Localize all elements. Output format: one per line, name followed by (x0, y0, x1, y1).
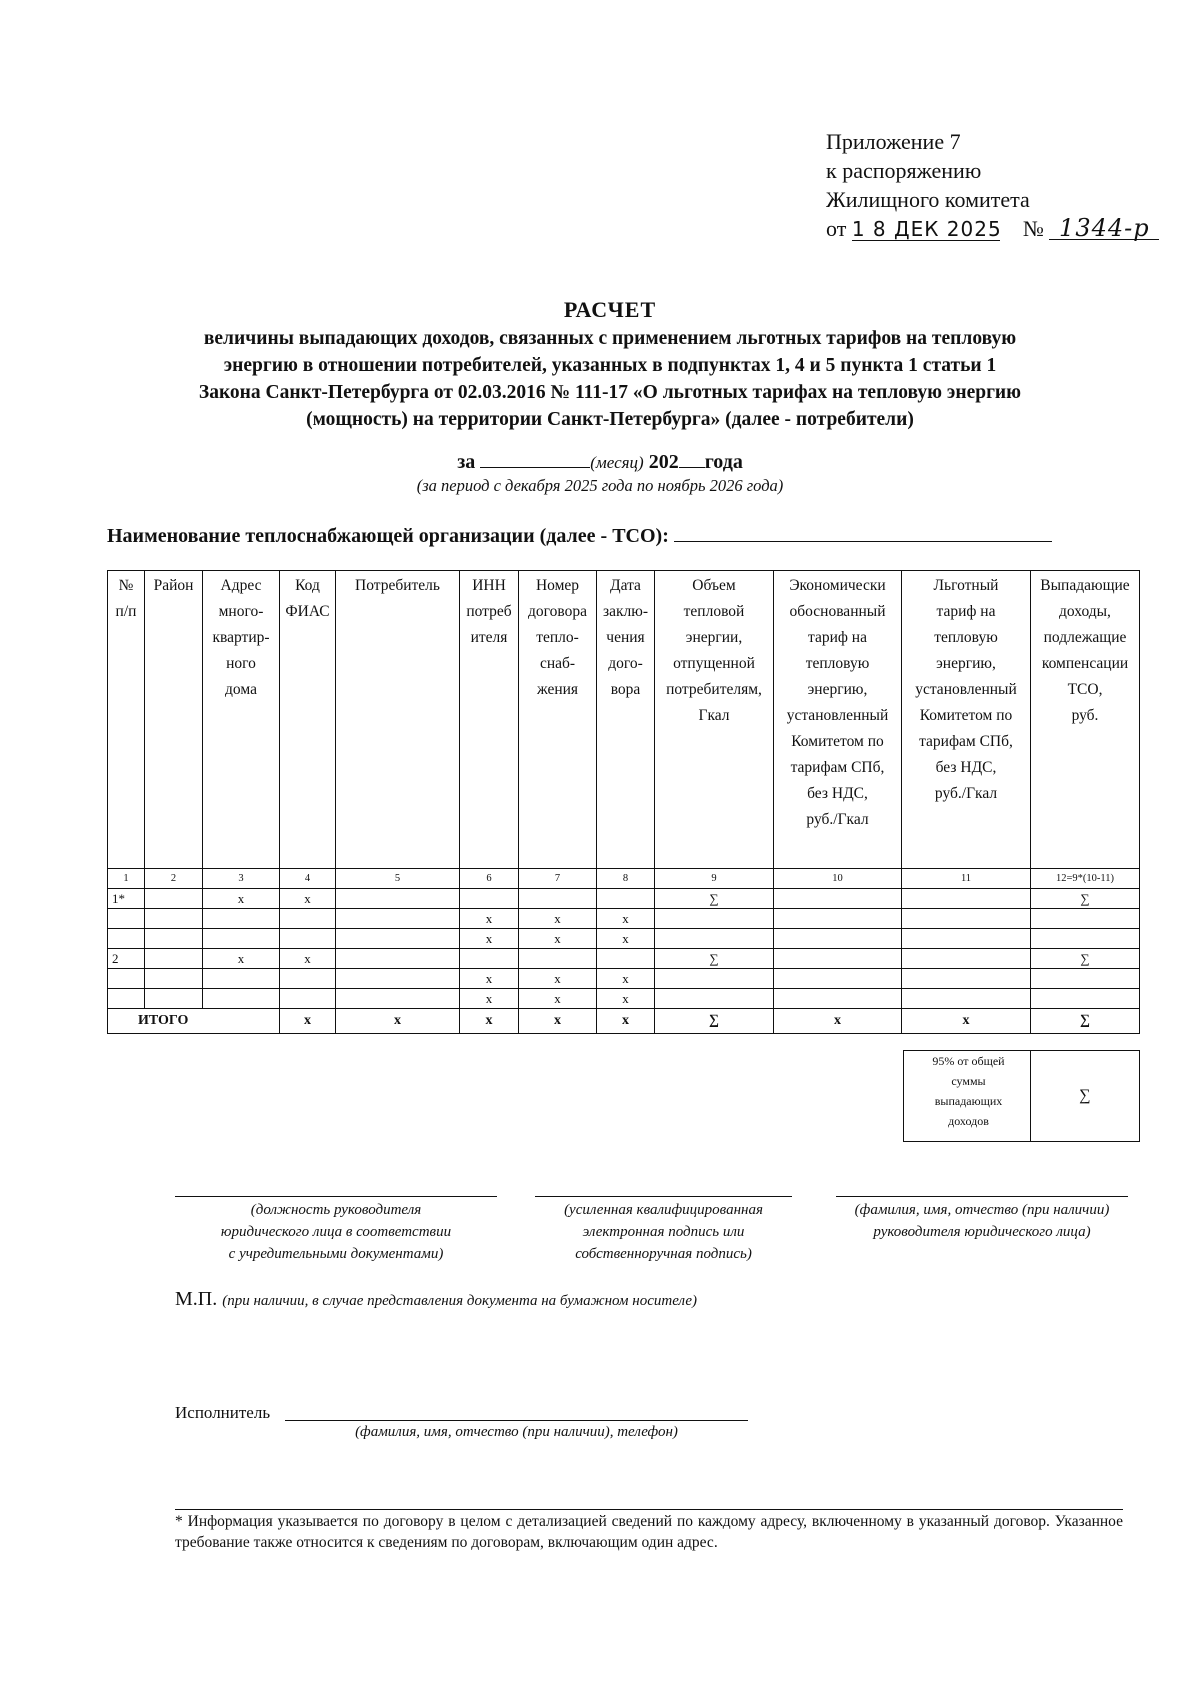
table-cell (280, 989, 336, 1009)
executor-caption: (фамилия, имя, отчество (при наличии), телефон) (355, 1424, 678, 1440)
appendix-date-line (826, 214, 1159, 243)
column-number: 10 (774, 869, 902, 889)
column-header: Объем тепловой энергии, отпущенной потребителям, Гкал (655, 571, 774, 869)
table-cell (336, 989, 460, 1009)
column-number: 9 (655, 869, 774, 889)
table-row (108, 949, 1140, 969)
table-cell: 1* (108, 889, 145, 909)
table-cell: 2 (108, 949, 145, 969)
table-row (108, 969, 1140, 989)
table-cell: x (203, 889, 280, 909)
appendix-committee: Жилищного комитета (826, 187, 1030, 212)
column-number: 2 (145, 869, 203, 889)
order-number-value: 1344-р (1049, 217, 1159, 240)
signature-caption-name: (фамилия, имя, отчество (при наличии) руководителя юридического лица) (854, 1202, 1110, 1240)
table-cell (902, 969, 1031, 989)
column-header: № п/п (108, 571, 145, 869)
subtitle-line: энергию в отношении потребителей, указанных в подпунктах 1, 4 и 5 пункта 1 статьи 1 (223, 355, 997, 376)
column-number: 7 (519, 869, 597, 889)
table-cell (203, 929, 280, 949)
column-number-row (108, 869, 1140, 889)
column-header: Льготный тариф на тепловую энергию, установленный Комитетом по тарифам СПб, без НДС, руб./Гкал (902, 571, 1031, 869)
table-cell (655, 989, 774, 1009)
table-cell (336, 929, 460, 949)
table-cell (203, 909, 280, 929)
footnote-text: * Информация указывается по договору в целом с детализацией сведений по каждому адресу, включенному в указанный договор. Указанное требование также относится к сведениям по договорам, включающим один адрес. (175, 1513, 1123, 1551)
tso-name-line (107, 523, 1052, 548)
table-cell (774, 989, 902, 1009)
table-cell: x (460, 909, 519, 929)
signature-caption-sign: (усиленная квалифицированная электронная подпись или собственноручная подпись) (564, 1202, 763, 1262)
table-cell: x (597, 989, 655, 1009)
table-cell: x (519, 969, 597, 989)
table-cell (145, 969, 203, 989)
document-title: РАСЧЕТ (563, 297, 657, 322)
signature-line-sign (535, 1196, 792, 1197)
column-number: 6 (460, 869, 519, 889)
column-header: Потребитель (336, 571, 460, 869)
table-cell: x (519, 989, 597, 1009)
column-number: 4 (280, 869, 336, 889)
subtitle-line: (мощность) на территории Санкт-Петербурга» (далее - потребители) (306, 409, 914, 430)
table-cell (1031, 909, 1140, 929)
signature-caption-position: (должность руководителя юридического лица в соответствии с учредительными документами) (220, 1202, 452, 1262)
appendix-order-ref: к распоряжению (826, 158, 982, 183)
table-cell: x (519, 909, 597, 929)
table-cell (902, 929, 1031, 949)
table-cell: x (203, 949, 280, 969)
table-cell (902, 909, 1031, 929)
table-cell: ∑ (1031, 889, 1140, 909)
column-number: 12=9*(10-11) (1031, 869, 1140, 889)
table-cell: x (597, 969, 655, 989)
column-number: 3 (203, 869, 280, 889)
period-note: (за период с декабря 2025 года по ноябрь 2026 года) (416, 476, 784, 495)
total-label: ИТОГО (108, 1009, 280, 1034)
column-header: Дата заклю- чения дого- вора (597, 571, 655, 869)
month-blank (480, 449, 590, 468)
month-hint: (месяц) (590, 453, 644, 472)
table-cell (774, 889, 902, 909)
period-prefix: за (457, 451, 476, 473)
executor-line (285, 1420, 748, 1421)
table-row (108, 909, 1140, 929)
stamp-label: М.П. (175, 1288, 218, 1310)
appendix-title: Приложение 7 (826, 129, 961, 154)
table-cell (460, 889, 519, 909)
table-row (108, 989, 1140, 1009)
table-cell (280, 929, 336, 949)
table-cell (774, 909, 902, 929)
table-cell (655, 969, 774, 989)
table-cell (597, 889, 655, 909)
period-line (0, 449, 1200, 474)
column-number: 1 (108, 869, 145, 889)
column-header: ИНН потреб ителя (460, 571, 519, 869)
table-cell: x (597, 929, 655, 949)
table-cell (519, 889, 597, 909)
column-header: Выпадающие доходы, подлежащие компенсации ТСО, руб. (1031, 571, 1140, 869)
table-cell (203, 989, 280, 1009)
table-cell (336, 889, 460, 909)
year-blank (679, 449, 705, 468)
column-number: 8 (597, 869, 655, 889)
number-prefix: № (1022, 216, 1044, 241)
total-cell: x (902, 1009, 1031, 1034)
table-cell (597, 949, 655, 969)
table-cell (203, 969, 280, 989)
table-cell (336, 909, 460, 929)
table-cell (655, 909, 774, 929)
table-cell (145, 989, 203, 1009)
appendix-block (826, 127, 1159, 243)
table-cell: x (280, 949, 336, 969)
total-cell: x (597, 1009, 655, 1034)
stamp-note: (при наличии, в случае представления документа на бумажном носителе) (222, 1293, 698, 1309)
table-cell (655, 929, 774, 949)
table-cell (145, 949, 203, 969)
total-cell: x (519, 1009, 597, 1034)
table-header-row (108, 571, 1140, 869)
table-cell (336, 949, 460, 969)
subtitle-line: Закона Санкт-Петербурга от 02.03.2016 № 111-17 «О льготных тарифах на тепловую энергию (198, 382, 1022, 403)
table-cell: x (460, 969, 519, 989)
table-cell: x (597, 909, 655, 929)
column-header: Район (145, 571, 203, 869)
column-header: Номер договора тепло- снаб- жения (519, 571, 597, 869)
table-cell: x (280, 889, 336, 909)
title-block (110, 295, 1110, 433)
table-cell: x (460, 929, 519, 949)
table-cell (280, 969, 336, 989)
table-cell (774, 929, 902, 949)
date-prefix: от (826, 216, 847, 241)
compensation-label: 95% от общей суммы выпадающих доходов (904, 1051, 1031, 1142)
column-number: 11 (902, 869, 1031, 889)
subtitle-line: величины выпадающих доходов, связанных с применением льготных тарифов на тепловую (203, 328, 1017, 349)
table-cell (108, 969, 145, 989)
footnote-divider (175, 1509, 1123, 1510)
table-cell (145, 889, 203, 909)
column-header: Экономически обоснованный тариф на тепловую энергию, установленный Комитетом по тарифам СПб, без НДС, руб./Гкал (774, 571, 902, 869)
table-cell (280, 909, 336, 929)
table-cell: x (519, 929, 597, 949)
compensation-sum: ∑ (1031, 1051, 1140, 1142)
table-cell (145, 909, 203, 929)
column-number: 5 (336, 869, 460, 889)
stamp-line (175, 1288, 697, 1311)
table-cell (108, 909, 145, 929)
compensation-box (903, 1050, 1140, 1142)
tso-label: Наименование теплоснабжающей организации (далее - ТСО): (107, 525, 669, 547)
table-cell (902, 949, 1031, 969)
table-cell (519, 949, 597, 969)
year-prefix: 202 (648, 451, 679, 473)
total-cell: x (280, 1009, 336, 1034)
executor-label: Исполнитель (175, 1403, 271, 1422)
total-cell: x (460, 1009, 519, 1034)
table-row (108, 929, 1140, 949)
table-cell (1031, 929, 1140, 949)
order-date-value: 1 8 ДЕК 2025 (851, 217, 1002, 241)
table-cell (902, 889, 1031, 909)
calculation-table (107, 570, 1140, 1034)
table-cell: x (460, 989, 519, 1009)
total-cell: x (774, 1009, 902, 1034)
table-cell: ∑ (655, 889, 774, 909)
column-header: Адрес много- квартир- ного дома (203, 571, 280, 869)
table-cell (774, 949, 902, 969)
table-cell (1031, 969, 1140, 989)
total-sum-cell: ∑ (655, 1009, 774, 1034)
year-suffix: года (704, 451, 743, 473)
column-header: Код ФИАС (280, 571, 336, 869)
table-cell (902, 989, 1031, 1009)
table-cell: ∑ (655, 949, 774, 969)
table-cell (1031, 989, 1140, 1009)
table-cell (336, 969, 460, 989)
total-row (108, 1009, 1140, 1034)
table-cell (460, 949, 519, 969)
table-cell (145, 929, 203, 949)
table-row (108, 889, 1140, 909)
total-cell: x (336, 1009, 460, 1034)
table-cell: ∑ (1031, 949, 1140, 969)
tso-name-blank (674, 523, 1052, 542)
signature-line-position (175, 1196, 497, 1197)
total-sum-cell: ∑ (1031, 1009, 1140, 1034)
table-cell (774, 969, 902, 989)
table-cell (108, 929, 145, 949)
signature-line-name (836, 1196, 1128, 1197)
table-cell (108, 989, 145, 1009)
